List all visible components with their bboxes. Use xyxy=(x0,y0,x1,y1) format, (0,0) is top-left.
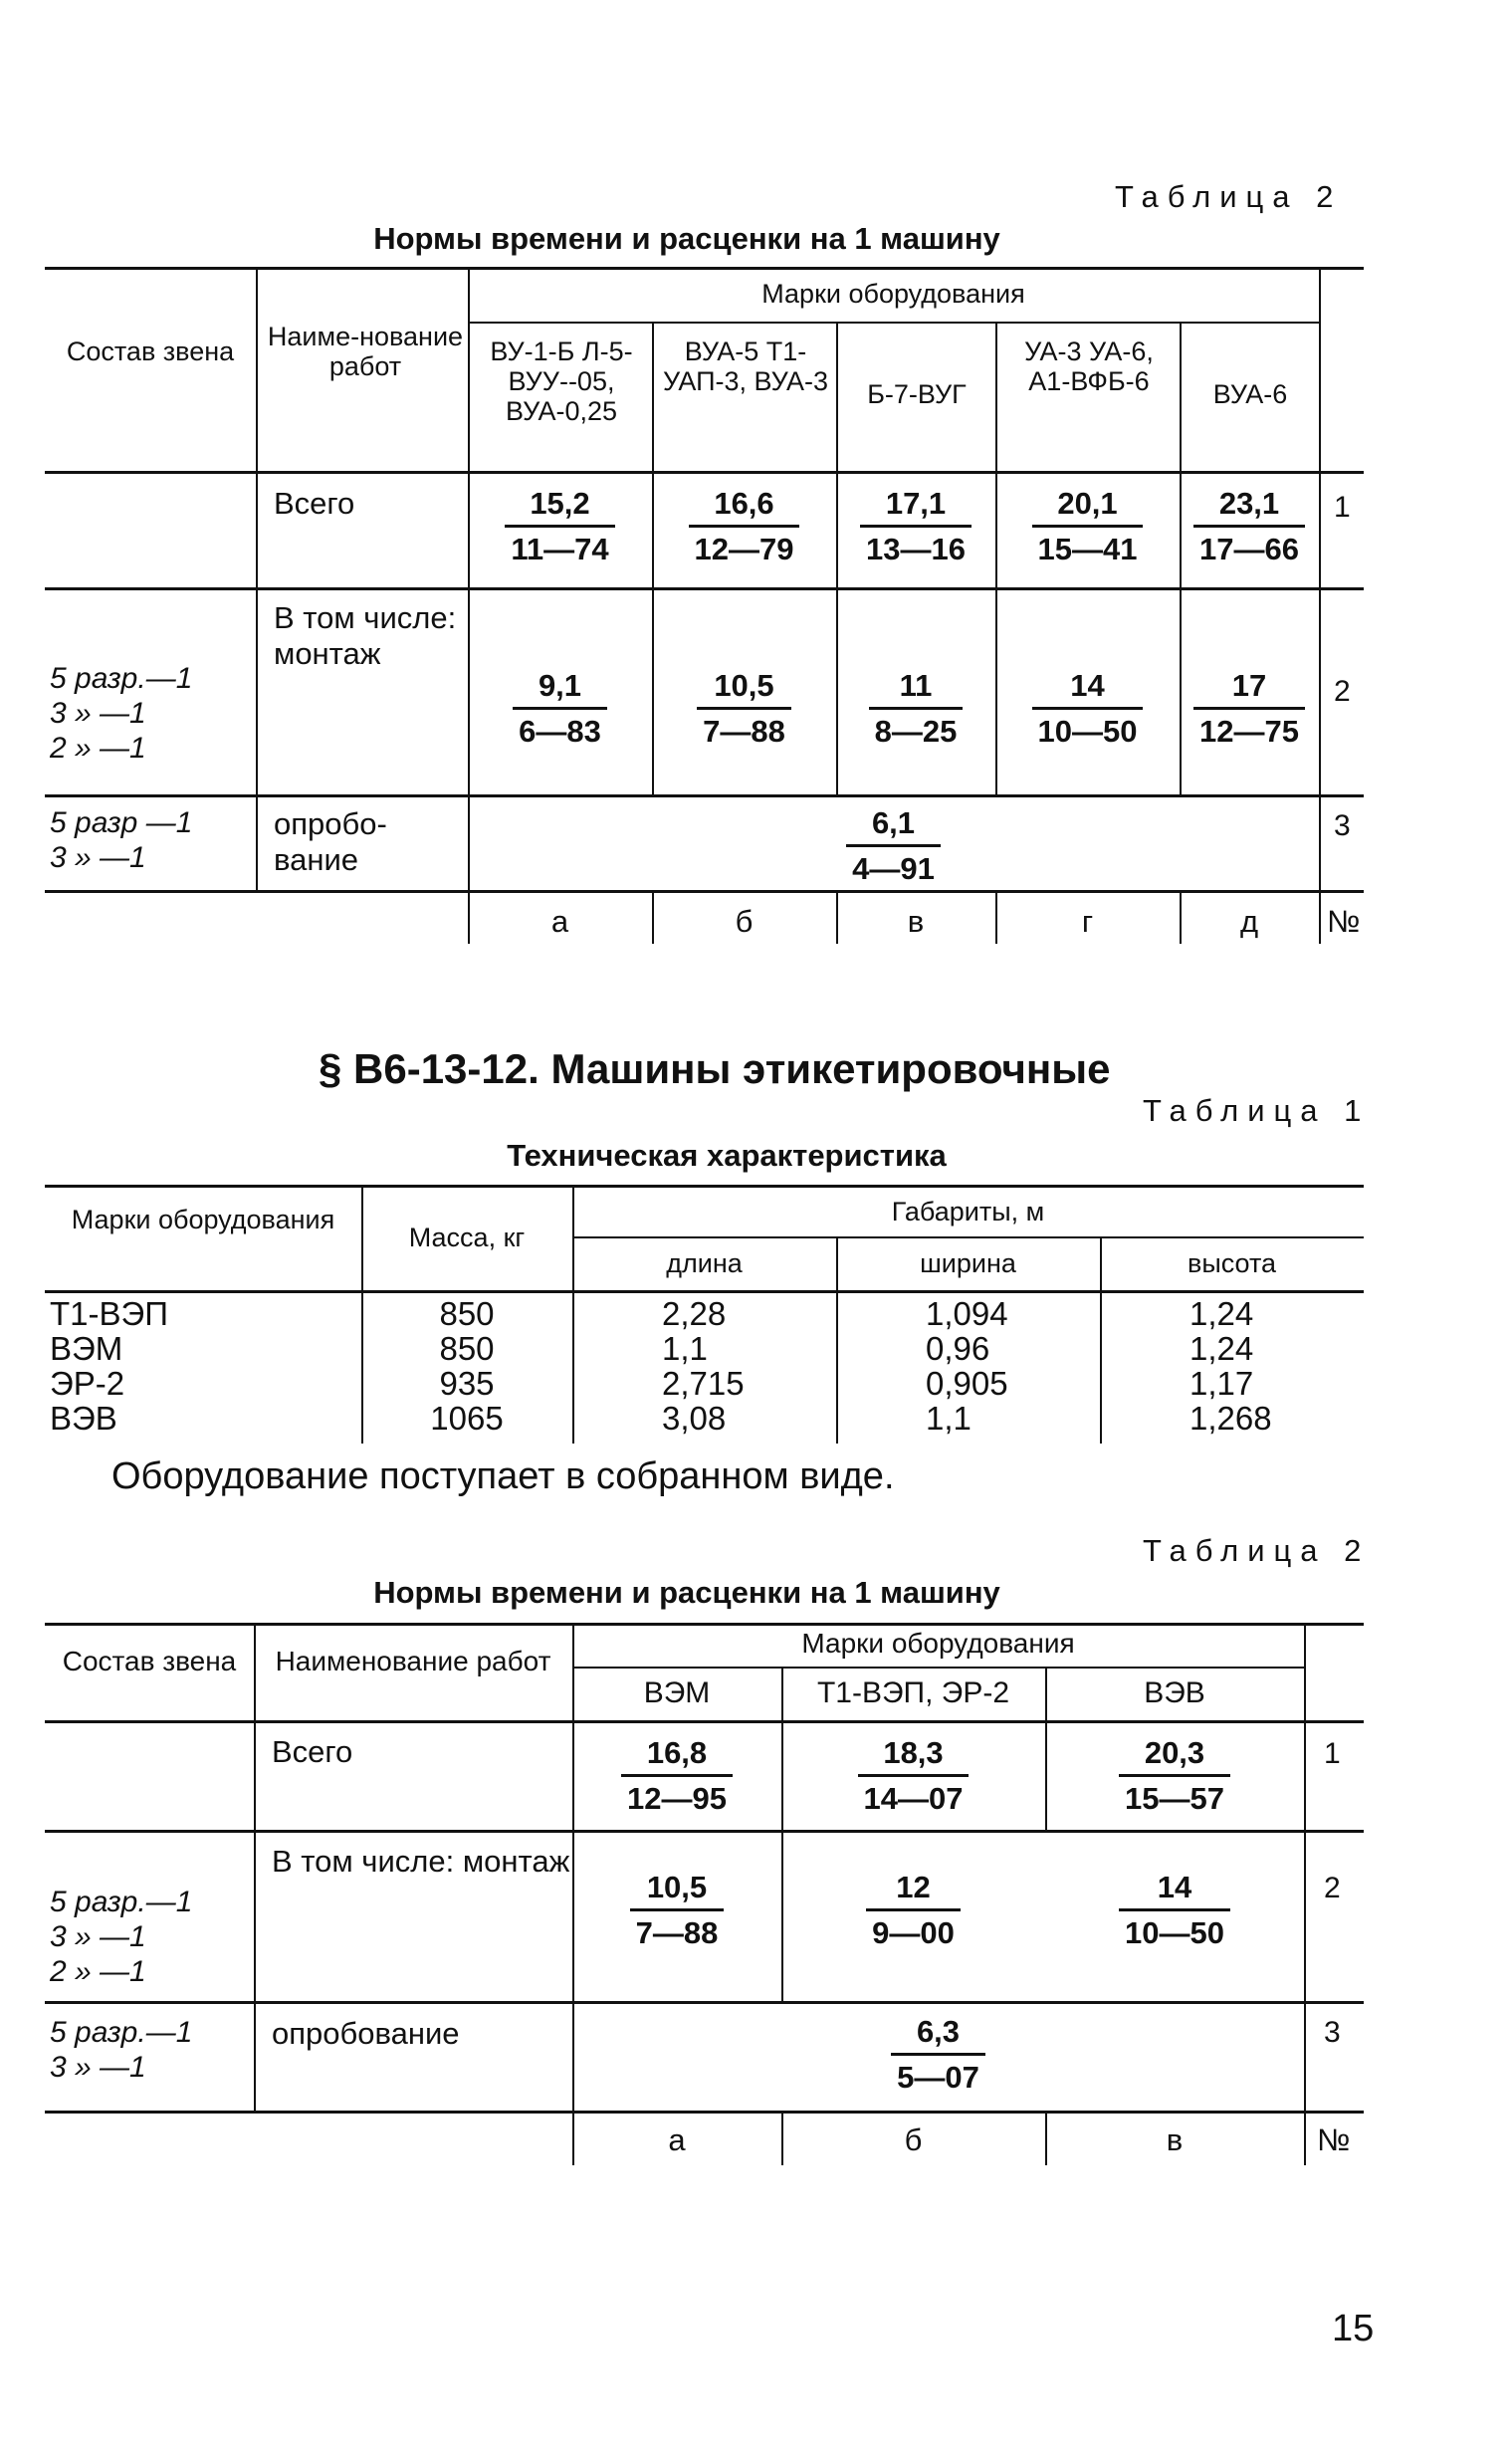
value-cell: $\frac{23,1}{17—66}$ xyxy=(1193,488,1305,565)
brand-group-header: Марки оборудования xyxy=(801,1628,1075,1659)
footer-label: в xyxy=(1166,2122,1184,2157)
row-total-name: Всего xyxy=(272,1734,353,1769)
col-dlina-header: длина xyxy=(666,1248,743,1278)
row-number: 2 xyxy=(1334,675,1351,708)
table-row: Т1-ВЭП 850 2,28 1,094 1,24 xyxy=(50,1295,1254,1332)
brand-header-5: ВУА-6 xyxy=(1212,379,1288,409)
footer-label: а xyxy=(668,2122,686,2157)
footer-label: г xyxy=(1081,904,1094,939)
value-cell: $\frac{16,6}{12—79}$ xyxy=(689,488,800,565)
brand-header-2: ВУА-5 Т1-УАП-3, ВУА-3 xyxy=(663,336,828,396)
value-cell: $\frac{9,1}{6—83}$ xyxy=(513,670,607,748)
footer-label: а xyxy=(550,904,569,939)
sostav-line: 3 » —1 xyxy=(50,1920,146,1953)
value-cell: $\frac{16,8}{12—95}$ xyxy=(621,1737,733,1815)
value-cell: $\frac{6,1}{4—91}$ xyxy=(846,807,941,885)
brand-header-3: Б-7-ВУГ xyxy=(867,379,967,409)
row-number: 3 xyxy=(1334,809,1351,842)
bottom-table xyxy=(45,1623,1364,2165)
col-shirina-header: ширина xyxy=(920,1248,1016,1278)
row-number: 1 xyxy=(1334,491,1351,524)
row-total-name: Всего xyxy=(274,486,355,521)
value-cell: $\frac{18,3}{14—07}$ xyxy=(858,1737,970,1815)
row-number: 3 xyxy=(1324,2016,1341,2049)
value-cell: $\frac{14}{10—50}$ xyxy=(1032,670,1144,748)
row-number: 2 xyxy=(1324,1872,1341,1904)
footer-label: б xyxy=(904,2122,923,2157)
col-sostav-header: Состав звена xyxy=(62,1646,237,1676)
sostav-line: 3 » —1 xyxy=(50,841,146,874)
value-cell: $\frac{6,3}{5—07}$ xyxy=(891,2016,985,2094)
bottom-table-caption: Таблица 2 xyxy=(1143,1533,1371,1568)
value-cell: $\frac{10,5}{7—88}$ xyxy=(697,670,791,748)
row-test-name: опробо-вание xyxy=(274,806,387,877)
value-cell: $\frac{15,2}{11—74}$ xyxy=(505,488,614,565)
col-vysota-header: высота xyxy=(1187,1248,1277,1278)
sostav-line: 3 » —1 xyxy=(50,2051,146,2084)
value-cell: $\frac{10,5}{7—88}$ xyxy=(630,1872,725,1949)
col-name-header: Наиме-нование работ xyxy=(267,322,464,381)
footer-label: д xyxy=(1239,904,1259,939)
sostav-line: 5 разр —1 xyxy=(50,806,193,839)
value-cell: $\frac{11}{8—25}$ xyxy=(869,670,964,748)
footer-label: б xyxy=(735,904,754,939)
sostav-line: 5 разр.—1 xyxy=(50,662,193,695)
footer-label: в xyxy=(907,904,925,939)
table-row: ЭР-2 935 2,715 0,905 1,17 xyxy=(50,1365,1254,1402)
value-cell: $\frac{14}{10—50}$ xyxy=(1119,1872,1230,1949)
brand-header-4: УА-3 УА-6, А1-ВФБ-6 xyxy=(1024,336,1154,396)
top-table-title: Нормы времени и расценки на 1 машину xyxy=(373,221,1000,256)
table-row: ВЭМ 850 1,1 0,96 1,24 xyxy=(50,1330,1254,1367)
section-title: § В6-13-12. Машины этикетировочные xyxy=(319,1045,1111,1092)
row-number: 1 xyxy=(1324,1737,1341,1770)
footer-number-sign: № xyxy=(1327,904,1361,939)
top-table xyxy=(45,267,1364,944)
sostav-line: 2 » —1 xyxy=(50,1955,146,1988)
row-test-name: опробование xyxy=(272,2016,460,2051)
bottom-table-title: Нормы времени и расценки на 1 машину xyxy=(373,1575,1000,1610)
col-massa-header: Масса, кг xyxy=(408,1223,526,1252)
note-text: Оборудование поступает в собранном виде. xyxy=(111,1455,895,1497)
page-number: 15 xyxy=(1332,2308,1375,2349)
brand-header-1: ВУ-1-Б Л-5-ВУУ--05, ВУА-0,25 xyxy=(490,336,633,426)
brand-header-1: ВЭМ xyxy=(643,1676,711,1709)
spec-table xyxy=(45,1185,1364,1444)
sostav-line: 5 разр.—1 xyxy=(50,1886,193,1918)
footer-number-sign: № xyxy=(1317,2122,1351,2157)
row-mount-name: В том числе: монтаж xyxy=(274,600,457,671)
value-cell: $\frac{17,1}{13—16}$ xyxy=(860,488,972,565)
table-row: ВЭВ 1065 3,08 1,1 1,268 xyxy=(50,1400,1272,1437)
value-cell: $\frac{17}{12—75}$ xyxy=(1193,670,1305,748)
sostav-line: 5 разр.—1 xyxy=(50,2016,193,2049)
col-marki-header: Марки оборудования xyxy=(71,1205,335,1234)
value-cell: $\frac{20,1}{15—41}$ xyxy=(1032,488,1144,565)
top-table-caption: Таблица 2 xyxy=(1115,179,1343,214)
value-cell: $\frac{12}{9—00}$ xyxy=(866,1872,961,1949)
sostav-line: 3 » —1 xyxy=(50,697,146,730)
brand-group-header: Марки оборудования xyxy=(761,279,1025,309)
sostav-line: 2 » —1 xyxy=(50,732,146,765)
value-cell: $\frac{20,3}{15—57}$ xyxy=(1119,1737,1230,1815)
col-name-header: Наименование работ xyxy=(275,1646,551,1676)
col-sostav-header: Состав звена xyxy=(66,336,235,366)
brand-header-3: ВЭВ xyxy=(1144,1676,1205,1709)
col-gabarity-header: Габариты, м xyxy=(891,1197,1045,1226)
row-mount-name: В том числе: монтаж xyxy=(272,1844,570,1879)
spec-table-title: Техническая характеристика xyxy=(507,1138,947,1173)
spec-table-caption: Таблица 1 xyxy=(1143,1093,1371,1128)
brand-header-2: Т1-ВЭП, ЭР-2 xyxy=(816,1676,1010,1709)
